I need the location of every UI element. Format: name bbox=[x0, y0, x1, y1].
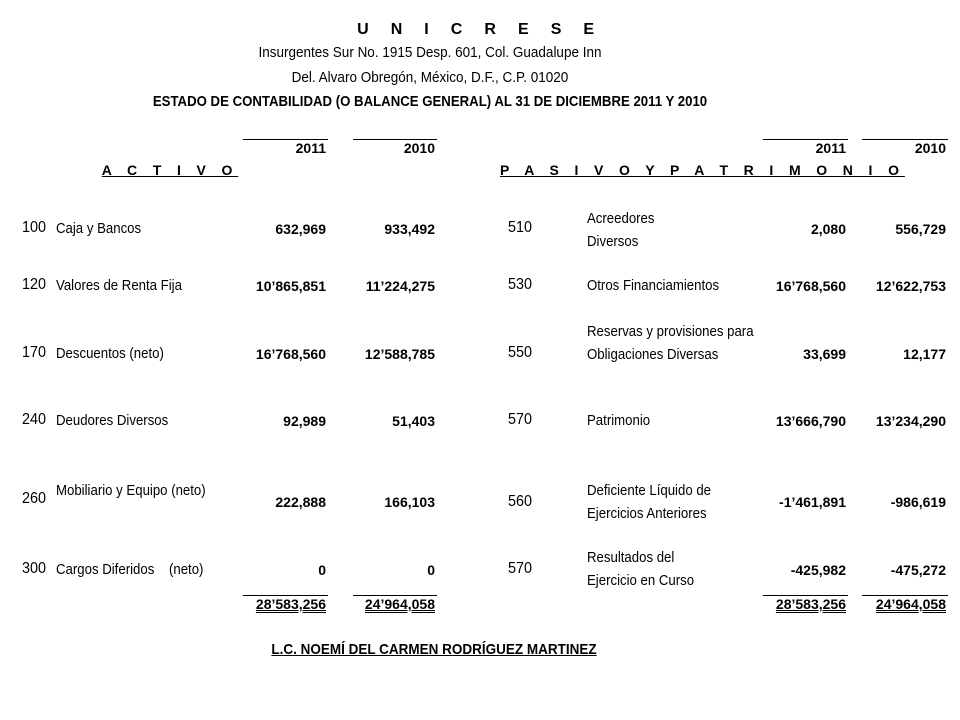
value-2011: 632,969 bbox=[275, 221, 326, 237]
value-2010: 12,177 bbox=[903, 346, 946, 362]
account-label: Valores de Renta Fija bbox=[56, 277, 182, 294]
account-code: 570 bbox=[508, 411, 533, 428]
statement-title: ESTADO DE CONTABILIDAD (O BALANCE GENERAL) AL 31 DE DICIEMBRE 2011 Y 2010 bbox=[152, 93, 708, 110]
value-2010: 0 bbox=[427, 562, 435, 578]
account-code: 170 bbox=[22, 344, 47, 361]
value-2011: 13’666,790 bbox=[775, 413, 846, 429]
activo-total-2011: 28’583,256 bbox=[255, 596, 326, 612]
account-label: Resultados del Ejercicio en Curso bbox=[587, 549, 695, 589]
account-label: Cargos Diferidos (neto) bbox=[56, 561, 204, 578]
value-2011: -1’461,891 bbox=[779, 494, 846, 510]
value-2010: 933,492 bbox=[384, 221, 435, 237]
account-code: 570 bbox=[508, 560, 533, 577]
value-2011: 16’768,560 bbox=[775, 278, 846, 294]
pasivo-section-title: P A S I V O Y P A T R I M O N I O bbox=[500, 162, 905, 178]
account-label: Descuentos (neto) bbox=[56, 345, 164, 362]
company-name: U N I C R E S E bbox=[357, 21, 603, 38]
year-2011-header-left: 2011 bbox=[295, 140, 326, 156]
value-2010: 51,403 bbox=[392, 413, 435, 429]
account-label: Mobiliario y Equipo (neto) bbox=[56, 482, 206, 499]
account-label: Deudores Diversos bbox=[56, 412, 169, 429]
account-label: Caja y Bancos bbox=[56, 220, 142, 237]
value-2011: 92,989 bbox=[283, 413, 326, 429]
value-2010: 12’622,753 bbox=[875, 278, 946, 294]
account-code: 530 bbox=[508, 276, 533, 293]
address-line-2: Del. Alvaro Obregón, México, D.F., C.P. 01020 bbox=[291, 69, 569, 86]
value-2011: 2,080 bbox=[810, 221, 846, 237]
address-line-1: Insurgentes Sur No. 1915 Desp. 601, Col. Guadalupe Inn bbox=[258, 44, 602, 61]
value-2011: 222,888 bbox=[275, 494, 326, 510]
pasivo-total-2010: 24’964,058 bbox=[875, 596, 946, 612]
account-code: 560 bbox=[508, 493, 533, 510]
account-code: 300 bbox=[22, 560, 47, 577]
account-label: Acreedores Diversos bbox=[587, 210, 655, 250]
pasivo-total-2011: 28’583,256 bbox=[775, 596, 846, 612]
value-2010: 166,103 bbox=[384, 494, 435, 510]
account-code: 100 bbox=[22, 219, 47, 236]
account-label: Deficiente Líquido de Ejercicios Anteriores bbox=[587, 482, 712, 522]
value-2010: 13’234,290 bbox=[875, 413, 946, 429]
value-2010: 12’588,785 bbox=[364, 346, 435, 362]
account-label: Patrimonio bbox=[587, 412, 651, 429]
value-2010: -986,619 bbox=[890, 494, 946, 510]
account-label: Reservas y provisiones para Obligaciones Diversas bbox=[587, 323, 754, 363]
value-2010: 11’224,275 bbox=[365, 278, 435, 294]
signature-name: L.C. NOEMÍ DEL CARMEN RODRÍGUEZ MARTINEZ bbox=[271, 641, 597, 658]
activo-section-title: A C T I V O bbox=[101, 162, 239, 178]
account-code: 510 bbox=[508, 219, 533, 236]
account-code: 240 bbox=[22, 411, 47, 428]
value-2011: 16’768,560 bbox=[255, 346, 326, 362]
year-2010-header-left: 2010 bbox=[403, 140, 435, 156]
account-code: 550 bbox=[508, 344, 533, 361]
year-2010-header-right: 2010 bbox=[914, 140, 946, 156]
value-2011: 0 bbox=[318, 562, 326, 578]
value-2010: 556,729 bbox=[895, 221, 946, 237]
value-2010: -475,272 bbox=[890, 562, 946, 578]
year-2011-header-right: 2011 bbox=[815, 140, 846, 156]
activo-total-2010: 24’964,058 bbox=[364, 596, 435, 612]
account-code: 260 bbox=[22, 490, 47, 507]
value-2011: 10’865,851 bbox=[255, 278, 326, 294]
value-2011: 33,699 bbox=[803, 346, 846, 362]
account-label: Otros Financiamientos bbox=[587, 277, 720, 294]
account-code: 120 bbox=[22, 276, 47, 293]
value-2011: -425,982 bbox=[790, 562, 846, 578]
